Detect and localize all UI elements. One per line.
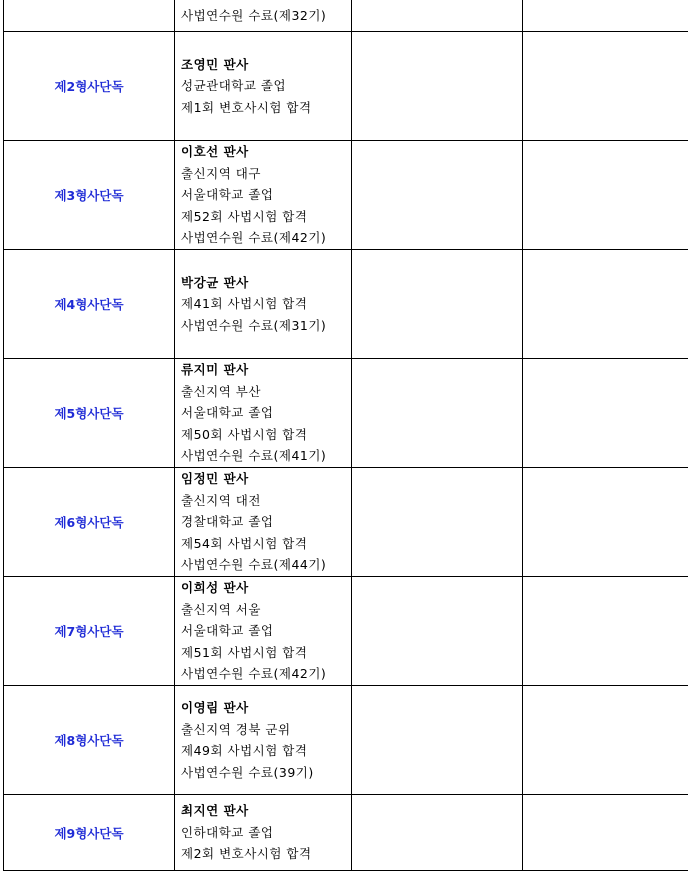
court-name: 제9형사단독 bbox=[4, 795, 175, 871]
judge-name: 조영민 판사 bbox=[181, 56, 249, 72]
career-line: 제49회 사법시험 합격 bbox=[181, 743, 308, 758]
judge-roster-table bbox=[3, 0, 688, 871]
empty-cell bbox=[352, 795, 523, 871]
court-name: 제5형사단독 bbox=[4, 359, 175, 468]
career-line: 사법연수원 수료(제41기) bbox=[181, 448, 327, 464]
table-row bbox=[4, 468, 688, 577]
judge-info-cell bbox=[175, 359, 352, 468]
empty-cell bbox=[352, 686, 523, 795]
court-name: 제6형사단독 bbox=[4, 468, 175, 577]
table-row bbox=[4, 0, 688, 32]
table-row bbox=[4, 250, 688, 359]
career-line: 제52회 사법시험 합격 bbox=[181, 208, 308, 224]
career-line: 제50회 사법시험 합격 bbox=[181, 426, 308, 442]
career-line: 사법연수원 수료(제32기) bbox=[181, 7, 327, 23]
court-name: 제8형사단독 bbox=[4, 686, 175, 795]
judge-name: 이영림 판사 bbox=[181, 700, 249, 715]
empty-cell bbox=[523, 686, 688, 795]
empty-cell bbox=[352, 0, 523, 32]
career-line: 성균관대학교 졸업 bbox=[181, 78, 287, 94]
judge-name: 이희성 판사 bbox=[181, 580, 249, 596]
career-line: 사법연수원 수료(제42기) bbox=[181, 666, 327, 682]
court-name: 제3형사단독 bbox=[4, 141, 175, 250]
career-line: 서울대학교 졸업 bbox=[181, 405, 274, 421]
table-row bbox=[4, 32, 688, 141]
career-line: 제51회 사법시험 합격 bbox=[181, 644, 308, 660]
career-line: 출신지역 서울 bbox=[181, 601, 261, 617]
career-line: 경찰대학교 졸업 bbox=[181, 514, 274, 530]
career-line: 서울대학교 졸업 bbox=[181, 187, 274, 203]
judge-name: 이호선 판사 bbox=[181, 144, 249, 160]
table-row bbox=[4, 359, 688, 468]
career-line: 제41회 사법시험 합격 bbox=[181, 296, 308, 312]
court-name: 제4형사단독 bbox=[4, 250, 175, 359]
judge-info-cell bbox=[175, 686, 352, 795]
table-row bbox=[4, 686, 688, 795]
court-name: 제7형사단독 bbox=[4, 577, 175, 686]
career-line: 사법연수원 수료(39기) bbox=[181, 764, 314, 780]
empty-cell bbox=[352, 250, 523, 359]
judge-info-cell bbox=[175, 141, 352, 250]
judge-name: 박강균 판사 bbox=[181, 274, 249, 290]
career-line: 제1회 변호사시험 합격 bbox=[181, 99, 312, 115]
table-row bbox=[4, 577, 688, 686]
empty-cell bbox=[523, 250, 688, 359]
judge-info-cell bbox=[175, 0, 352, 32]
judge-name: 임정민 판사 bbox=[181, 471, 249, 487]
empty-cell bbox=[523, 359, 688, 468]
career-line: 출신지역 경북 군위 bbox=[181, 721, 291, 737]
judge-name: 최지연 판사 bbox=[181, 803, 249, 819]
empty-cell bbox=[352, 32, 523, 141]
judge-info-cell bbox=[175, 250, 352, 359]
court-cell bbox=[4, 0, 175, 32]
court-name: 제2형사단독 bbox=[4, 32, 175, 141]
empty-cell bbox=[352, 577, 523, 686]
empty-cell bbox=[352, 468, 523, 577]
empty-cell bbox=[523, 468, 688, 577]
empty-cell bbox=[523, 32, 688, 141]
empty-cell bbox=[352, 359, 523, 468]
judge-info-cell bbox=[175, 468, 352, 577]
career-line: 사법연수원 수료(제31기) bbox=[181, 317, 327, 333]
career-line: 제54회 사법시험 합격 bbox=[181, 535, 308, 551]
judge-name: 류지미 판사 bbox=[181, 362, 249, 378]
career-line: 출신지역 대구 bbox=[181, 165, 261, 181]
empty-cell bbox=[523, 0, 688, 32]
empty-cell bbox=[523, 795, 688, 871]
empty-cell bbox=[352, 141, 523, 250]
career-line: 서울대학교 졸업 bbox=[181, 623, 274, 639]
table-row bbox=[4, 795, 688, 871]
table-row bbox=[4, 141, 688, 250]
empty-cell bbox=[523, 141, 688, 250]
career-line: 출신지역 대전 bbox=[181, 492, 261, 508]
career-line: 제2회 변호사시험 합격 bbox=[181, 846, 312, 862]
career-line: 인하대학교 졸업 bbox=[181, 824, 274, 840]
career-line: 사법연수원 수료(제42기) bbox=[181, 230, 327, 246]
career-line: 사법연수원 수료(제44기) bbox=[181, 557, 327, 573]
career-line: 출신지역 부산 bbox=[181, 383, 261, 399]
judge-info-cell bbox=[175, 577, 352, 686]
judge-info-cell bbox=[175, 795, 352, 871]
judge-info-cell bbox=[175, 32, 352, 141]
empty-cell bbox=[523, 577, 688, 686]
